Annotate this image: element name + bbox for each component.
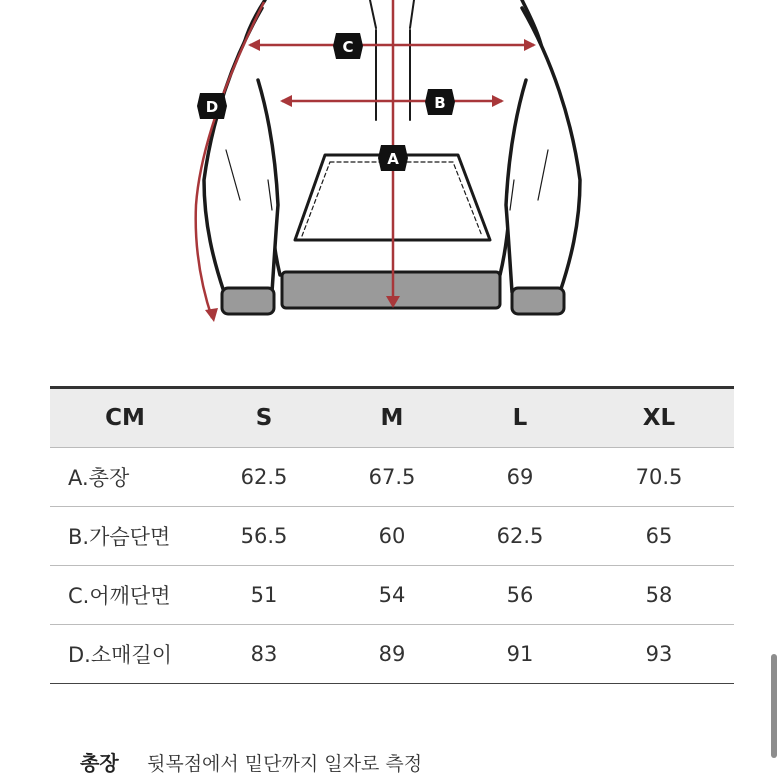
note-title: 총장: [80, 751, 119, 775]
cell-value: 91: [456, 625, 584, 684]
svg-text:C: C: [342, 38, 354, 56]
row-label: D.소매길이: [50, 625, 200, 684]
arrow-d-bottom: [205, 308, 218, 322]
cell-value: 89: [328, 625, 456, 684]
header-size-s: S: [200, 388, 328, 448]
cell-value: 67.5: [328, 448, 456, 507]
row-label: B.가슴단면: [50, 507, 200, 566]
row-label: C.어깨단면: [50, 566, 200, 625]
svg-text:A: A: [387, 150, 399, 168]
marker-c: [333, 33, 363, 59]
cell-value: 54: [328, 566, 456, 625]
svg-text:B: B: [434, 94, 446, 112]
table-row: [50, 448, 734, 507]
header-unit: CM: [50, 388, 200, 448]
right-cuff: [512, 288, 564, 314]
cell-value: 60: [328, 507, 456, 566]
marker-a: [378, 145, 408, 171]
cell-value: 65: [584, 507, 734, 566]
header-size-xl: XL: [584, 388, 734, 448]
table-row: [50, 566, 734, 625]
table-row: [50, 507, 734, 566]
cell-value: 58: [584, 566, 734, 625]
header-size-l: L: [456, 388, 584, 448]
svg-text:D: D: [205, 98, 219, 116]
scrollbar-thumb[interactable]: [771, 654, 777, 758]
hoodie-measurement-diagram: [0, 0, 784, 340]
row-label: A.총장: [50, 448, 200, 507]
marker-d: [197, 93, 227, 119]
cell-value: 56.5: [200, 507, 328, 566]
note-description: 뒷목점에서 밑단까지 일자로 측정: [147, 753, 423, 775]
cell-value: 83: [200, 625, 328, 684]
table-header-row: [50, 388, 734, 448]
cell-value: 62.5: [456, 507, 584, 566]
left-cuff: [222, 288, 274, 314]
measurement-note: [80, 747, 422, 776]
cell-value: 51: [200, 566, 328, 625]
cell-value: 56: [456, 566, 584, 625]
cell-value: 69: [456, 448, 584, 507]
cell-value: 62.5: [200, 448, 328, 507]
cell-value: 70.5: [584, 448, 734, 507]
cell-value: 93: [584, 625, 734, 684]
header-size-m: M: [328, 388, 456, 448]
marker-b: [425, 89, 455, 115]
table-row: [50, 625, 734, 684]
size-chart-table: [50, 386, 734, 684]
